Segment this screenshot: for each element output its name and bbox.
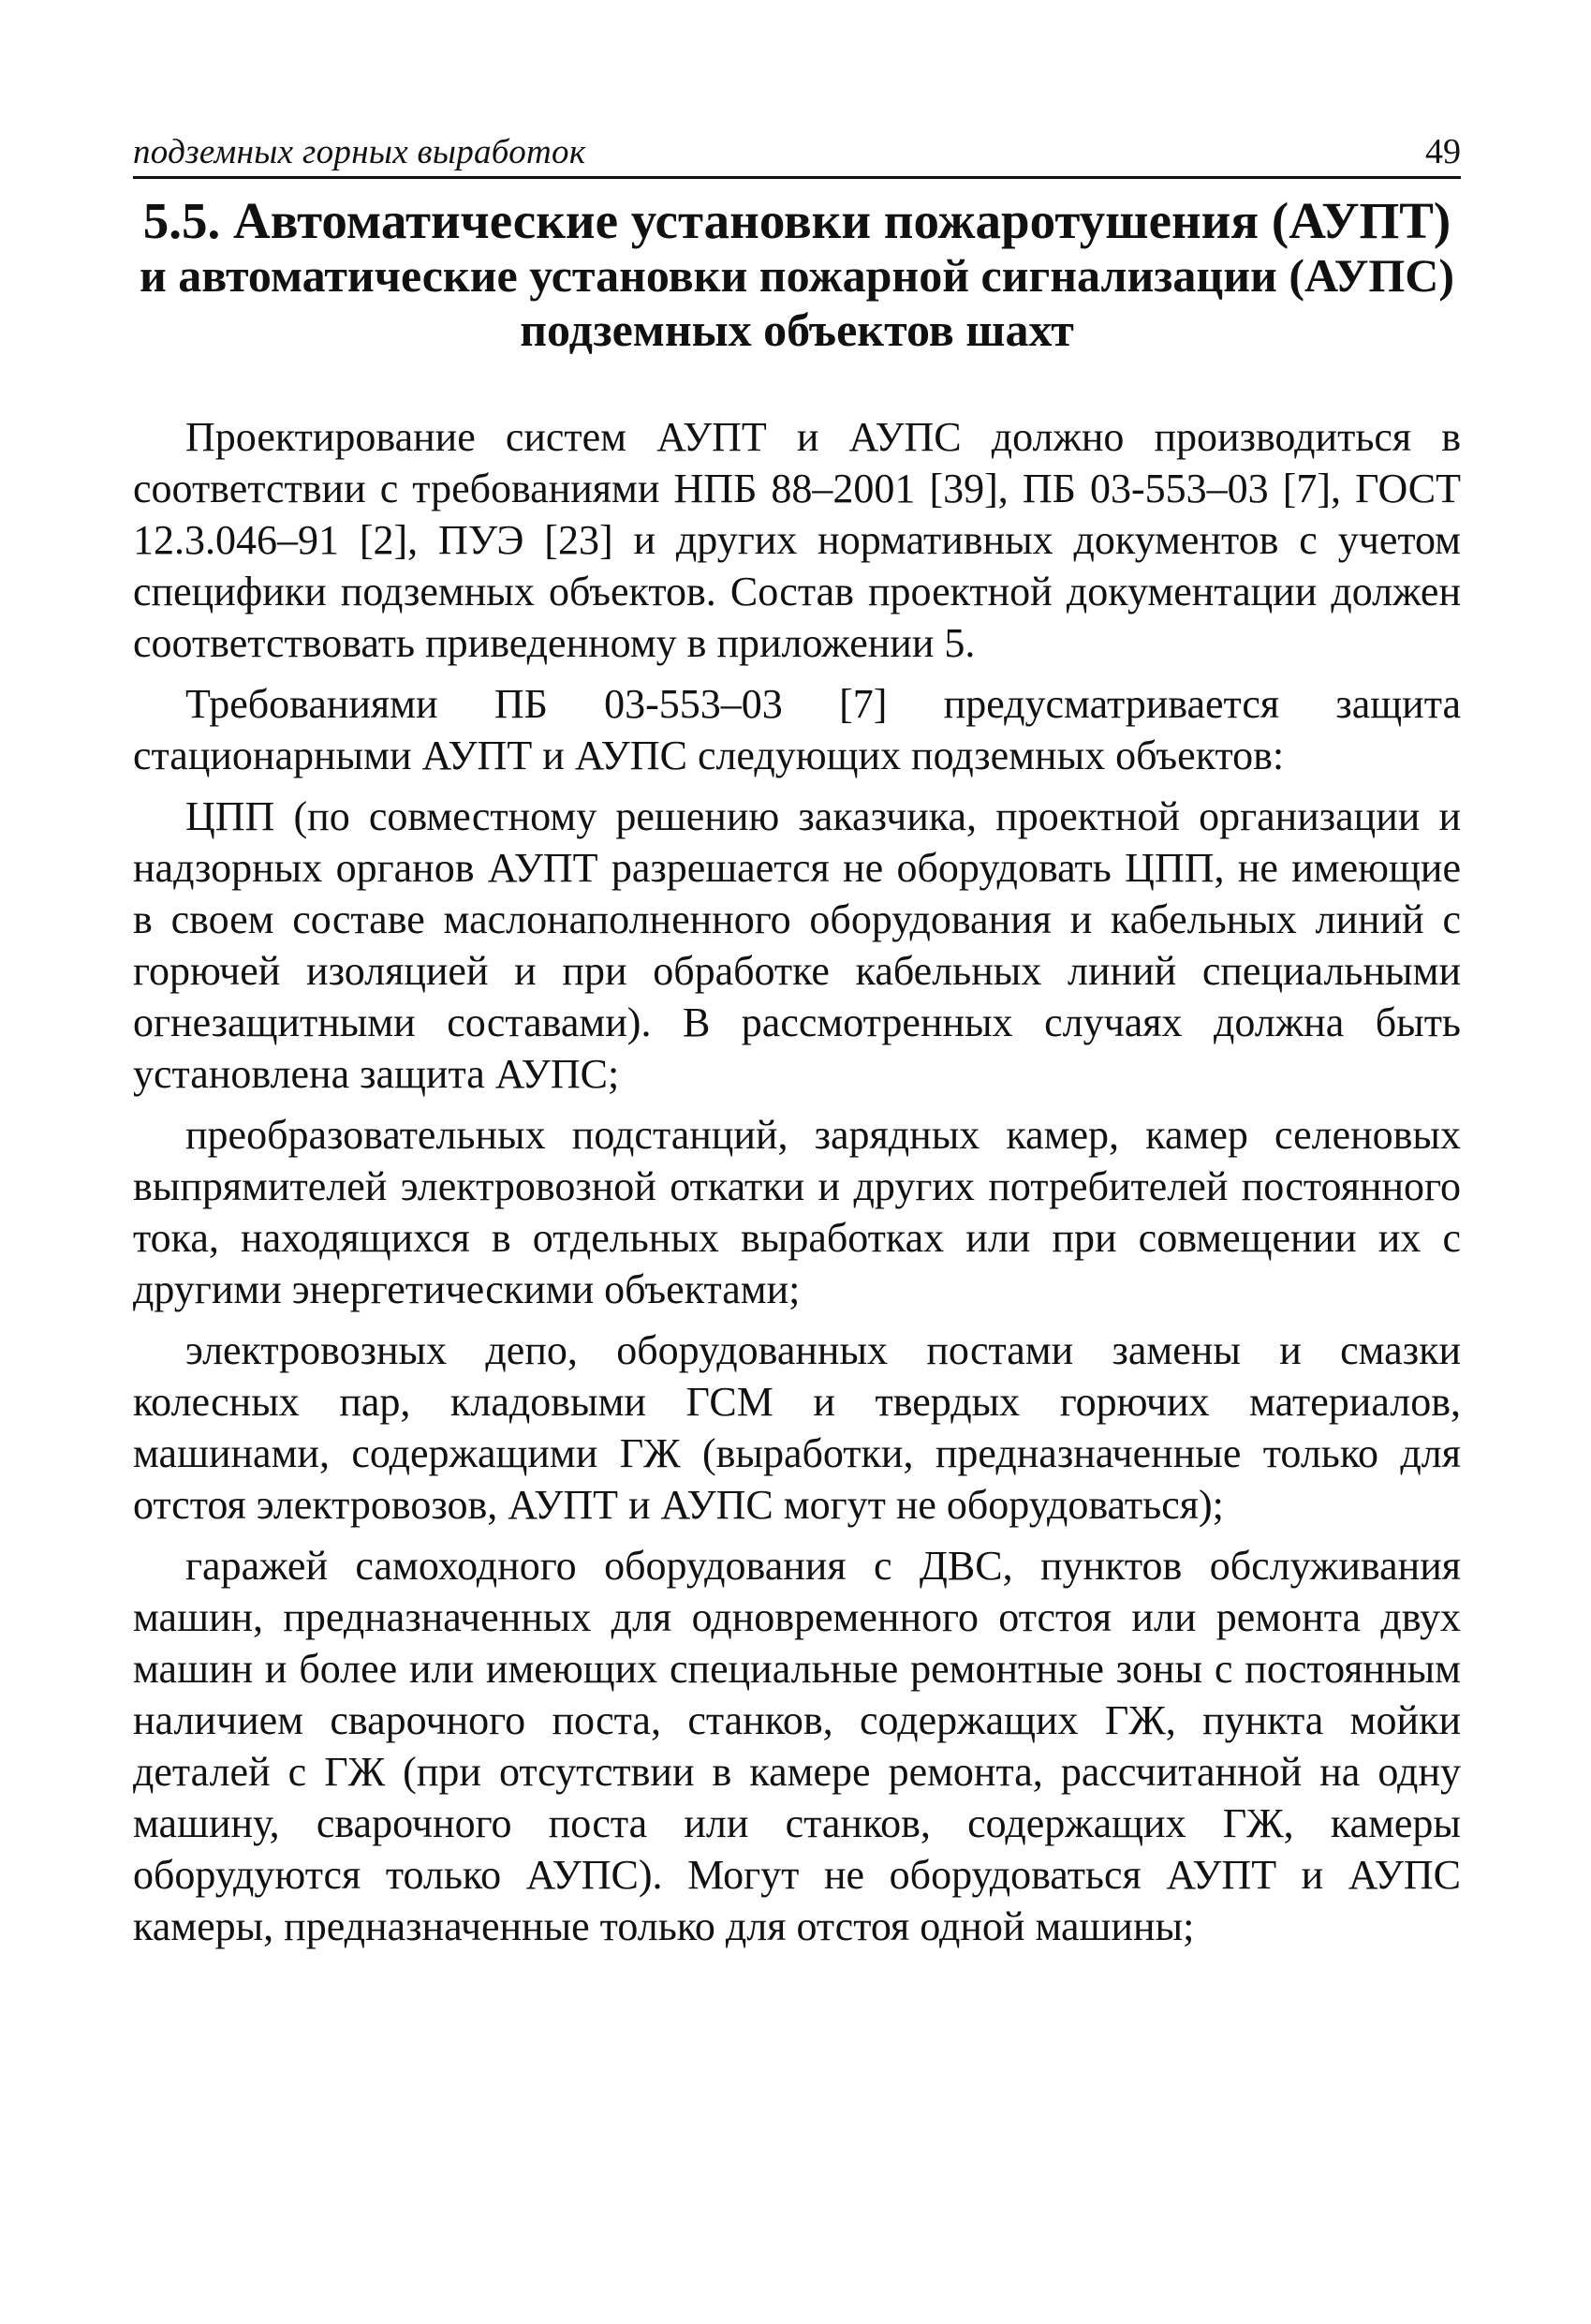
- running-header: [133, 129, 1461, 179]
- page-number: 49: [1425, 132, 1461, 171]
- section-heading-line: и автоматические установки пожарной сигнализации (АУПС): [139, 249, 1455, 302]
- body-text: [133, 411, 1461, 1952]
- section-heading-line: подземных объектов шахт: [520, 303, 1074, 356]
- section-heading-line: 5.5. Автоматические установки пожаротушения (АУПТ): [142, 192, 1451, 249]
- list-item: гаражей самоходного оборудования с ДВС, пунктов обслуживания машин, предназначенных для одновременного отстоя или ремонта двух машин и более или имеющих специальные ремонтные зоны с постоянным наличием сварочного поста, станков, содержащих ГЖ, пункта мойки деталей с ГЖ (при отсутствии в камере ремонта, рассчитанной на одну машину, сварочного поста или станков, содержащих ГЖ, камеры оборудуются только АУПС). Могут не оборудоваться АУПТ и АУПС камеры, предназначенные только для отстоя одной машины;: [133, 1543, 1461, 1949]
- running-title: подземных горных выработок: [133, 133, 586, 171]
- list-item: ЦПП (по совместному решению заказчика, проектной организации и надзорных органов АУПТ разрешается не оборудовать ЦПП, не имеющие в своем составе маслонаполненного оборудования и кабельных линий с горючей изоляцией и при обработке кабельных линий специальными огнезащитными составами). В рассмотренных случаях должна быть установлена защита АУПС;: [133, 793, 1461, 1097]
- book-page: [133, 129, 1461, 1961]
- paragraph: Проектирование систем АУПТ и АУПС должно производиться в соответствии с требованиями НПБ 88–2001 [39], ПБ 03-553–03 [7], ГОСТ 12.3.046–91 [2], ПУЭ [23] и других нормативных документов с учетом специфики подземных объектов. Состав проектной документации должен соответствовать приведенному в приложении 5.: [133, 414, 1461, 666]
- paragraph: Требованиями ПБ 03-553–03 [7] предусматривается защита стационарными АУПТ и АУПС следующих подземных объектов:: [133, 681, 1461, 778]
- section-heading: [133, 194, 1461, 357]
- list-item: преобразовательных подстанций, зарядных камер, камер селеновых выпрямителей электровозной откатки и других потребителей постоянного тока, находящихся в отдельных выработках или при совмещении их с другими энергетическими объектами;: [133, 1112, 1461, 1312]
- list-item: электровозных депо, оборудованных постами замены и смазки колесных пар, кладовыми ГСМ и твердых горючих материалов, машинами, содержащими ГЖ (выработки, предназначенные только для отстоя электровозов, АУПТ и АУПС могут не оборудоваться);: [133, 1327, 1461, 1528]
